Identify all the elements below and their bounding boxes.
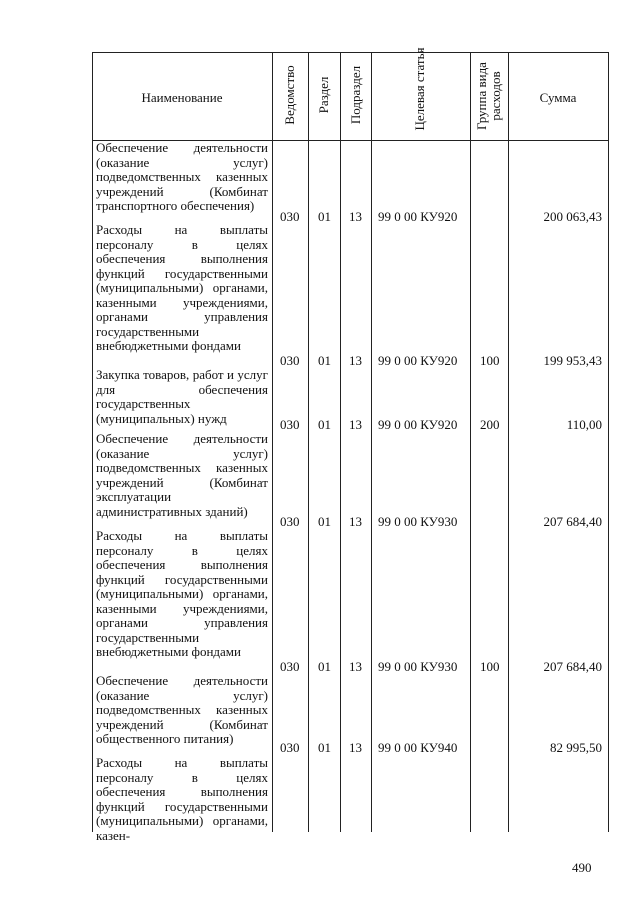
cell-tselevaya: 99 0 00 КУ940	[378, 740, 458, 755]
row-name: Расходы на выплаты персоналу в целях обеспечения выполнения функций государственными (муниципальными) органами, казенными учреждениями, органами управления государственными внебюджетными фондами	[96, 528, 268, 659]
cell-podrazdel: 13	[349, 353, 362, 368]
cell-razdel: 01	[318, 353, 331, 368]
cell-vedomstvo: 030	[280, 514, 300, 529]
row-name: Обеспечение деятельности (оказание услуг) подведомственных казенных учреждений (Комбинат общественного питания)	[96, 673, 268, 746]
col-divider	[340, 52, 341, 832]
cell-tselevaya: 99 0 00 КУ920	[378, 353, 458, 368]
cell-summa: 207 684,40	[543, 514, 602, 529]
cell-gruppa: 100	[480, 353, 500, 368]
cell-summa: 199 953,43	[543, 353, 602, 368]
header-gruppa: Группа вида расходов	[474, 62, 503, 130]
row-name: Закупка товаров, работ и услуг для обеспечения государственных (муниципальных) нужд	[96, 367, 268, 426]
header-vedomstvo: Ведомство	[282, 65, 297, 125]
cell-podrazdel: 13	[349, 209, 362, 224]
cell-podrazdel: 13	[349, 740, 362, 755]
row-name: Расходы на выплаты персоналу в целях обеспечения выполнения функций государственными (муниципальными) органами, казен-	[96, 755, 268, 843]
cell-razdel: 01	[318, 659, 331, 674]
cell-summa: 110,00	[566, 417, 602, 432]
page-number: 490	[572, 860, 592, 875]
cell-podrazdel: 13	[349, 417, 362, 432]
row-name: Обеспечение деятельности (оказание услуг) подведомственных казенных учреждений (Комбинат транспортного обеспечения)	[96, 140, 268, 213]
row-name: Расходы на выплаты персоналу в целях обеспечения выполнения функций государственными (муниципальными) органами, казенными учреждениями, органами управления государственными внебюджетными фондами	[96, 222, 268, 353]
cell-tselevaya: 99 0 00 КУ920	[378, 417, 458, 432]
col-divider	[508, 52, 509, 832]
col-divider	[371, 52, 372, 832]
cell-razdel: 01	[318, 514, 331, 529]
header-razdel: Раздел	[316, 76, 331, 114]
col-divider	[308, 52, 309, 832]
cell-vedomstvo: 030	[280, 659, 300, 674]
cell-vedomstvo: 030	[280, 353, 300, 368]
header-name: Наименование	[141, 90, 223, 105]
cell-razdel: 01	[318, 740, 331, 755]
row-name: Обеспечение деятельности (оказание услуг) подведомственных казенных учреждений (Комбинат эксплуатации административных зданий)	[96, 431, 268, 519]
cell-podrazdel: 13	[349, 659, 362, 674]
table-right-border	[608, 52, 609, 832]
cell-vedomstvo: 030	[280, 209, 300, 224]
cell-tselevaya: 99 0 00 КУ930	[378, 514, 458, 529]
cell-vedomstvo: 030	[280, 417, 300, 432]
cell-summa: 82 995,50	[550, 740, 602, 755]
col-divider	[272, 52, 273, 832]
cell-gruppa: 200	[480, 417, 500, 432]
cell-tselevaya: 99 0 00 КУ930	[378, 659, 458, 674]
header-tselevaya: Целевая статья	[412, 47, 427, 131]
header-podrazdel: Подраздел	[348, 65, 363, 125]
cell-summa: 207 684,40	[543, 659, 602, 674]
cell-razdel: 01	[318, 209, 331, 224]
cell-razdel: 01	[318, 417, 331, 432]
table-left-border	[92, 52, 93, 832]
cell-podrazdel: 13	[349, 514, 362, 529]
header-summa: Сумма	[539, 90, 577, 105]
cell-gruppa: 100	[480, 659, 500, 674]
col-divider	[470, 52, 471, 832]
cell-vedomstvo: 030	[280, 740, 300, 755]
cell-tselevaya: 99 0 00 КУ920	[378, 209, 458, 224]
cell-summa: 200 063,43	[543, 209, 602, 224]
